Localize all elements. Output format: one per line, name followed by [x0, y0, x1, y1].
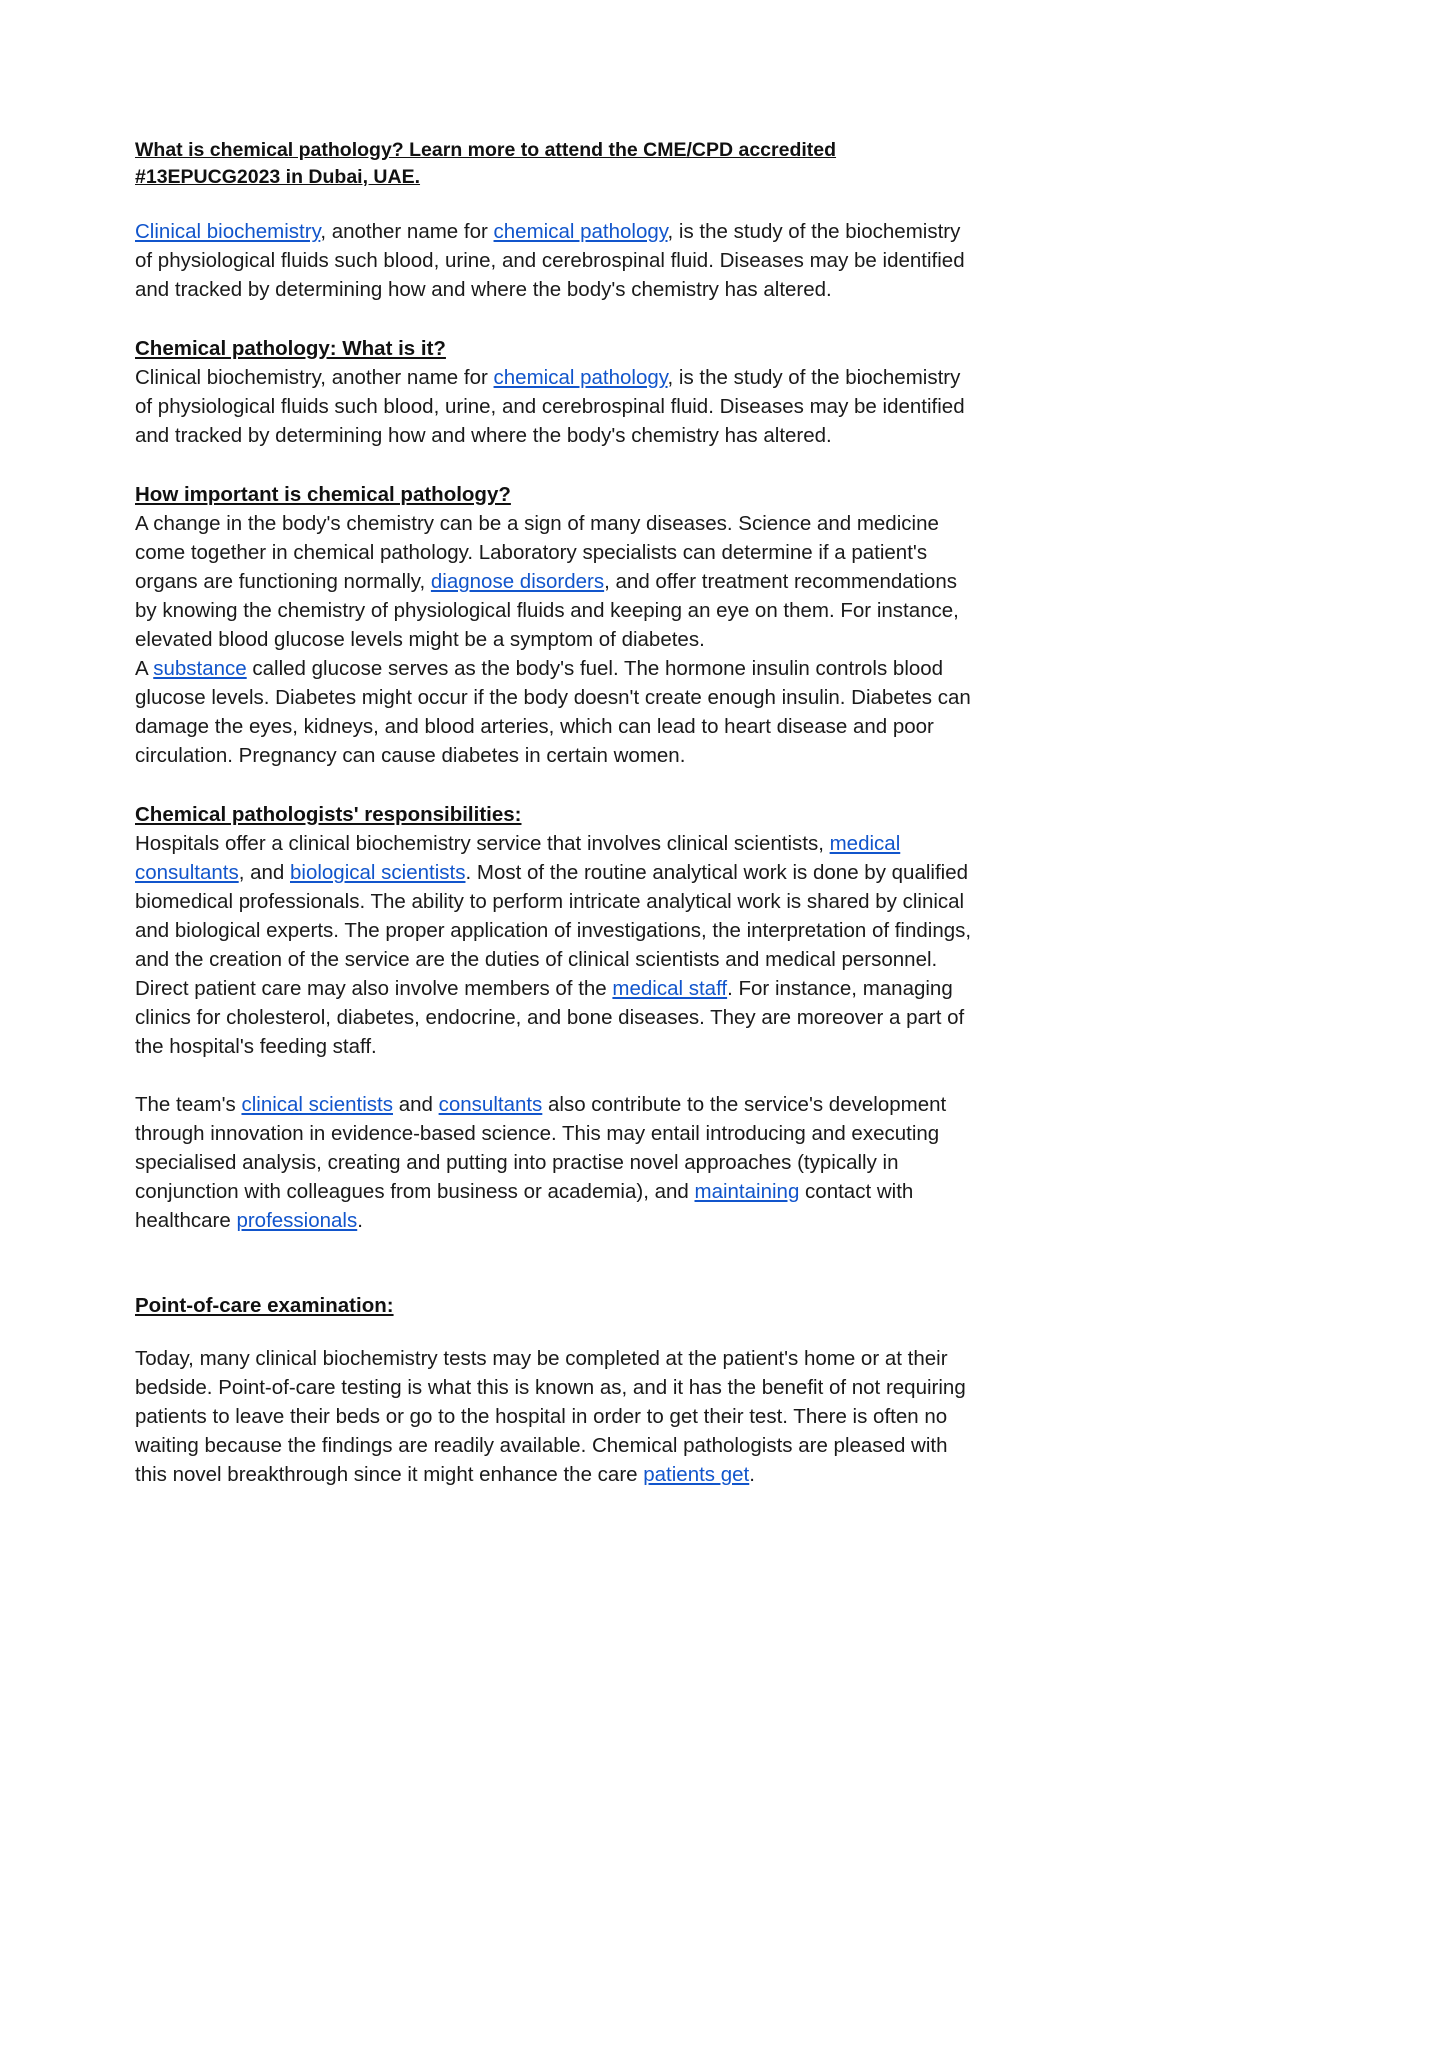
document-page: [135, 137, 975, 1489]
text-run: The team's: [135, 1093, 242, 1116]
hyperlink[interactable]: medical staff: [612, 977, 728, 1000]
text-run: , and offer treatment recommendations by knowing the chemistry of physiological fluids and keeping an eye on them. For instance, elevated blood glucose levels might be a symptom of diabetes.: [135, 570, 959, 651]
text-run: Hospitals offer a clinical biochemistry service that involves clinical scientists,: [135, 832, 830, 855]
text-run: Today, many clinical biochemistry tests may be completed at the patient's home or at their bedside. Point-of-care testing is what this is known as, and it has the benefit of not requiring patients to leave their beds or go to the hospital in order to get their test. There is often no waiting because the findings are readily available. Chemical pathologists are pleased with this novel breakthrough since it might enhance the care: [135, 1347, 966, 1486]
text-run: , and: [238, 861, 290, 884]
text-run: called glucose serves as the body's fuel. The hormone insulin controls blood glucose levels. Diabetes might occur if the body doesn't create enough insulin. Diabetes can damage the eyes, kidneys, and blood arteries, which can lead to heart disease and poor circulation. Pregnancy can cause diabetes in certain women.: [135, 657, 971, 767]
hyperlink[interactable]: clinical scientists: [241, 1093, 393, 1116]
importance-paragraph-1: [135, 509, 975, 654]
text-run: also contribute to the service's development through innovation in evidence-based science. This may entail introducing and executing specialised analysis, creating and putting into practise novel approaches (typically in conjunction with colleagues from business or academia), and: [135, 1093, 947, 1203]
hyperlink[interactable]: Clinical biochemistry: [135, 220, 321, 243]
point-of-care-paragraph: [135, 1344, 975, 1489]
text-run: and: [393, 1093, 439, 1116]
text-run: , is the study of the biochemistry of physiological fluids such blood, urine, and cerebrospinal fluid. Diseases may be identified and tracked by determining how and where the body's chemistry has altered.: [135, 220, 965, 301]
hyperlink[interactable]: diagnose disorders: [430, 570, 605, 593]
document-title: What is chemical pathology? Learn more to attend the CME/CPD accredited #13EPUCG2023 in Dubai, UAE.: [135, 139, 837, 188]
text-run: .: [357, 1209, 363, 1232]
hyperlink[interactable]: professionals: [236, 1209, 358, 1232]
text-run: contact with healthcare: [135, 1180, 914, 1232]
text-run: .: [749, 1463, 755, 1486]
responsibilities-paragraph-1: [135, 829, 975, 1061]
hyperlink[interactable]: substance: [153, 657, 247, 680]
hyperlink[interactable]: chemical pathology: [493, 220, 668, 243]
importance-paragraph-2: [135, 654, 975, 770]
section-heading-responsibilities: Chemical pathologists' responsibilities:: [135, 803, 522, 826]
text-run: . Most of the routine analytical work is done by qualified biomedical professionals. The ability to perform intricate analytical work is shared by clinical and biological experts. The proper application of investigations, the interpretation of findings, and the creation of the service are the duties of clinical scientists and medical personnel. Direct patient care may also involve members of the: [135, 861, 972, 1000]
text-run: , another name for: [320, 220, 494, 243]
section-heading-importance: How important is chemical pathology?: [135, 483, 511, 506]
responsibilities-paragraph-2: [135, 1090, 975, 1235]
what-is-it-paragraph: [135, 363, 975, 450]
hyperlink[interactable]: medical consultants: [135, 832, 901, 884]
intro-paragraph: [135, 217, 975, 304]
hyperlink[interactable]: maintaining: [694, 1180, 800, 1203]
section-heading-point-of-care: Point-of-care examination:: [135, 1294, 394, 1317]
hyperlink[interactable]: chemical pathology: [493, 366, 668, 389]
hyperlink[interactable]: biological scientists: [290, 861, 466, 884]
text-run: Clinical biochemistry, another name for: [135, 366, 494, 389]
hyperlink[interactable]: consultants: [438, 1093, 543, 1116]
hyperlink[interactable]: patients get: [643, 1463, 750, 1486]
text-run: A: [135, 657, 154, 680]
text-run: A change in the body's chemistry can be a sign of many diseases. Science and medicine come together in chemical pathology. Laboratory specialists can determine if a patient's organs are functioning normally,: [135, 512, 939, 593]
text-run: , is the study of the biochemistry of physiological fluids such blood, urine, and cerebrospinal fluid. Diseases may be identified and tracked by determining how and where the body's chemistry has altered.: [135, 366, 965, 447]
text-run: . For instance, managing clinics for cholesterol, diabetes, endocrine, and bone diseases. They are moreover a part of the hospital's feeding staff.: [135, 977, 965, 1058]
section-heading-what-is-it: Chemical pathology: What is it?: [135, 337, 446, 360]
